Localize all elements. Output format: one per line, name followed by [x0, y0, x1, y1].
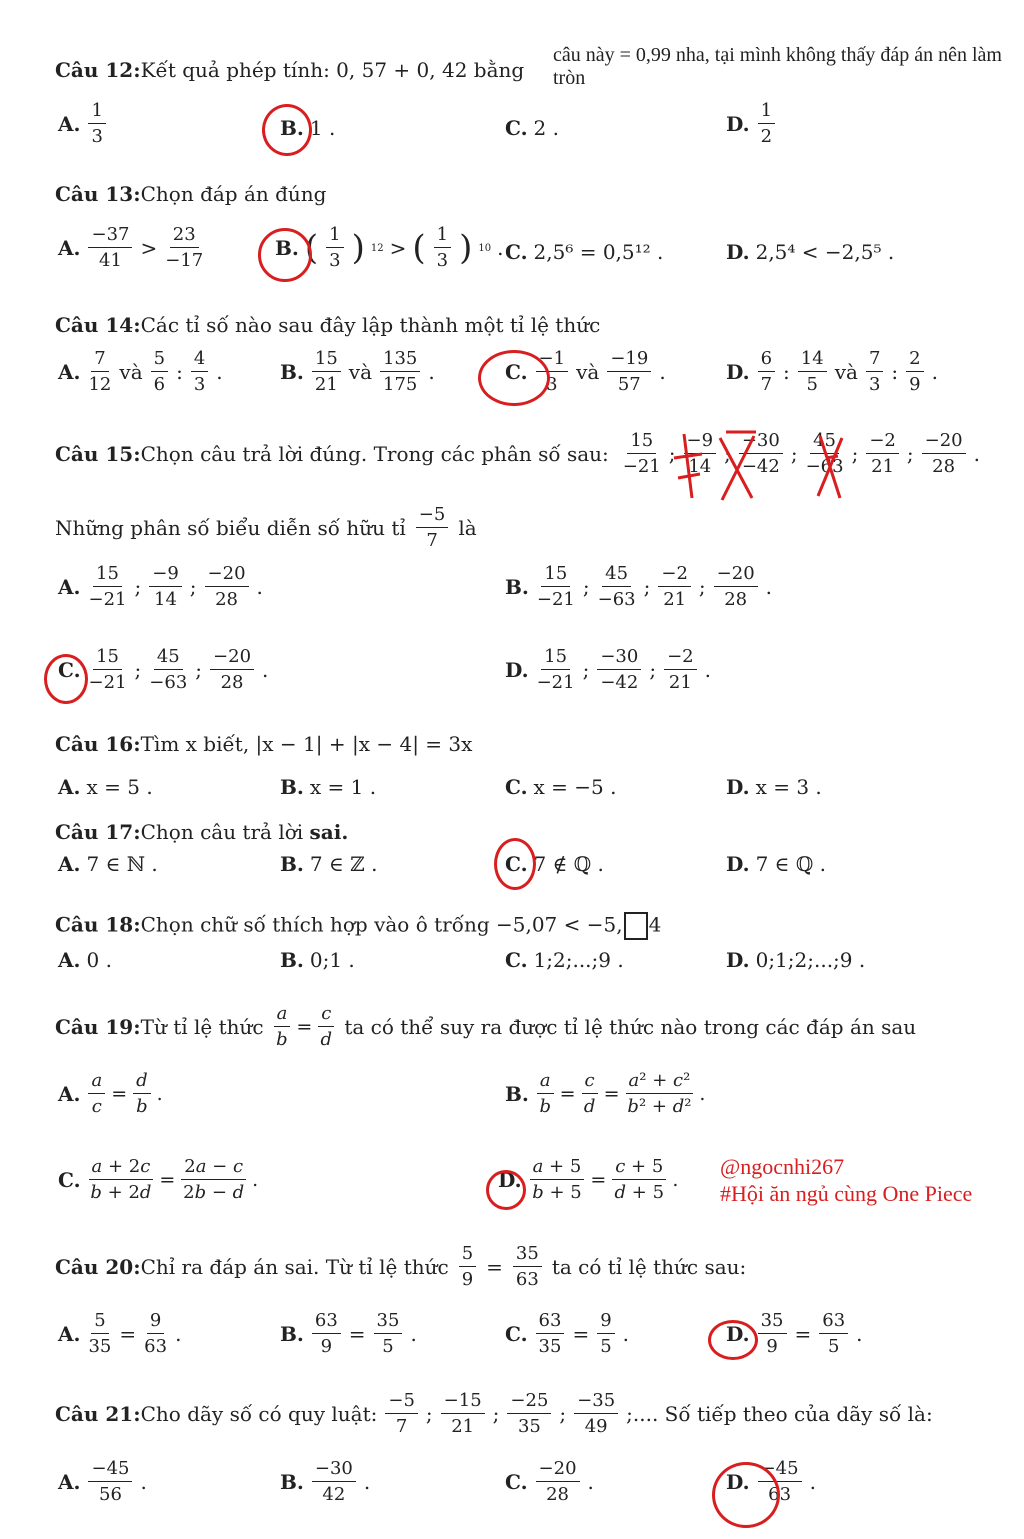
option-letter: A.: [58, 236, 81, 260]
q19-option-b[interactable]: B. $\frac{a}{b}$ = $\frac{c}{d}$ = $\frac{\text{a² + c²}}{\text{b² + d²}}$ .: [505, 1070, 706, 1117]
q14-option-a[interactable]: A. $\frac{7}{12}$ và $\frac{5}{6}$ : $\frac{4}{3}$ .: [58, 348, 223, 395]
q17-option-b[interactable]: B. 7 ∈ ℤ .: [280, 852, 378, 876]
q19-option-d[interactable]: D. $\frac{a + 5}{b + 5}$ = $\frac{c + 5}{d + 5}$ .: [498, 1156, 679, 1203]
question-text: Chọn câu trả lời đúng. Trong các phân số sau:: [140, 442, 609, 466]
q14-option-c[interactable]: C. $\frac{-1}{3}$ và $\frac{-19}{57}$ .: [505, 348, 666, 395]
q18-options: [0, 948, 1024, 1008]
question-18: Câu 18:Chọn chữ số thích hợp vào ô trống −5,07 < −5, 4: [55, 912, 1005, 940]
q16-option-b[interactable]: B. x = 1 .: [280, 775, 377, 799]
question-label: Câu 13:: [55, 182, 141, 206]
question-15-line-2: Những phân số biểu diễn số hữu tỉ $\frac{-5}{7}$ là: [55, 504, 477, 551]
q13-option-a[interactable]: A. $\frac{-37}{41}$ > $\frac{23}{-17}$: [58, 224, 204, 271]
q12-options: [0, 102, 1024, 162]
q20-option-d[interactable]: D. $\frac{35}{9}$ = $\frac{63}{5}$ .: [726, 1310, 863, 1357]
question-text: Chỉ ra đáp án sai. Từ tỉ lệ thức: [140, 1255, 449, 1279]
q13-option-d[interactable]: D. 2,5⁴ < −2,5⁵ .: [726, 240, 895, 264]
answer-circle-mark: [494, 838, 536, 890]
option-letter: B.: [280, 116, 304, 140]
q19-options-ab: [0, 1072, 1024, 1132]
question-text: Các tỉ số nào sau đây lập thành một tỉ lệ thức: [140, 313, 601, 337]
q15-options-cd: [0, 648, 1024, 708]
q18-option-d[interactable]: D. 0;1;2;...;9 .: [726, 948, 866, 972]
question-label: Câu 15:: [55, 442, 141, 466]
question-label: Câu 19:: [55, 1015, 141, 1039]
q20-option-a[interactable]: A. $\frac{5}{35}$ = $\frac{9}{63}$ .: [58, 1310, 182, 1357]
q20-option-b[interactable]: B. $\frac{63}{9}$ = $\frac{35}{5}$ .: [280, 1310, 417, 1357]
q15-option-c[interactable]: C. $\frac{15}{-21}$ ; $\frac{45}{-63}$ ; $\frac{-20}{28}$ .: [58, 646, 269, 693]
credit-handle: @ngocnhi267: [720, 1154, 845, 1179]
question-text: Từ tỉ lệ thức: [140, 1015, 264, 1039]
q15-option-a[interactable]: A. $\frac{15}{-21}$ ; $\frac{-9}{14}$ ; $\frac{-20}{28}$ .: [58, 563, 263, 610]
fraction: $\frac{1}{3}$: [88, 102, 105, 146]
question-text: Chọn chữ số thích hợp vào ô trống: [140, 912, 490, 937]
q13-option-b[interactable]: B. ( $\frac{1}{3}$ ) 12 > ( $\frac{1}{3}$ ) 10 .: [275, 224, 504, 271]
q15-options-ab: [0, 565, 1024, 625]
q12-option-b[interactable]: B. 1 .: [280, 116, 336, 140]
q12-option-c[interactable]: C. 2 .: [505, 116, 559, 140]
question-12: [55, 58, 1005, 82]
question-text: Chọn câu trả lời: [140, 820, 304, 844]
question-label: Câu 18:: [55, 912, 141, 937]
answer-circle-mark: [478, 350, 550, 406]
q19-option-c[interactable]: C. $\frac{a + 2c}{b + 2d}$ = $\frac{2a - c}{2b - d}$ .: [58, 1156, 259, 1203]
q13-option-c[interactable]: C. 2,5⁶ = 0,5¹² .: [505, 240, 664, 264]
q21-option-d[interactable]: D. $\frac{-45}{63}$ .: [726, 1458, 816, 1505]
q21-option-b[interactable]: B. $\frac{-30}{42}$ .: [280, 1458, 371, 1505]
question-label: Câu 14:: [55, 313, 141, 337]
q17-option-c[interactable]: C. 7 ∉ ℚ .: [505, 852, 604, 876]
q16-option-d[interactable]: D. x = 3 .: [726, 775, 822, 799]
q21-option-a[interactable]: A. $\frac{-45}{56}$ .: [58, 1458, 147, 1505]
fraction: $\frac{1}{2}$: [758, 102, 775, 146]
question-label: Câu 17:: [55, 820, 141, 844]
answer-circle-mark: [262, 104, 312, 156]
q21-options: [0, 1460, 1024, 1520]
question-17: Câu 17:Chọn câu trả lời sai.: [55, 820, 349, 844]
question-21: Câu 21:Cho dãy số có quy luật: $\frac{-5}{7}$ ; $\frac{-15}{21}$ ; $\frac{-25}{35}$ ; $\frac{-35}{49}$ ;.... Số tiếp theo của dãy số là:: [55, 1390, 933, 1437]
q12-option-d[interactable]: [726, 102, 777, 146]
q17-option-d[interactable]: D. 7 ∈ ℚ .: [726, 852, 826, 876]
question-text: Kết quả phép tính: 0, 57 + 0, 42 bằng: [140, 58, 525, 82]
answer-circle-mark: [44, 654, 88, 704]
q16-option-c[interactable]: C. x = −5 .: [505, 775, 617, 799]
q18-option-a[interactable]: A. 0 .: [58, 948, 112, 972]
q14-option-d[interactable]: D. $\frac{6}{7}$ : $\frac{14}{5}$ và $\frac{7}{3}$ : $\frac{2}{9}$ .: [726, 348, 938, 395]
q15-option-d[interactable]: D. $\frac{15}{-21}$ ; $\frac{-30}{-42}$ ; $\frac{-2}{21}$ .: [505, 646, 711, 693]
q20-option-c[interactable]: C. $\frac{63}{35}$ = $\frac{9}{5}$ .: [505, 1310, 630, 1357]
option-letter: C.: [505, 240, 528, 264]
q18-option-c[interactable]: C. 1;2;...;9 .: [505, 948, 624, 972]
question-19: Câu 19:Từ tỉ lệ thức $\frac{a}{b}$ = $\frac{c}{d}$ ta có thể suy ra được tỉ lệ thức nào trong các đáp án sau: [55, 1003, 917, 1050]
q17-option-a[interactable]: A. 7 ∈ ℕ .: [58, 852, 158, 876]
credit-tag: #Hội ăn ngủ cùng One Piece: [720, 1181, 973, 1206]
q12-option-a[interactable]: [58, 102, 108, 146]
question-text: Chọn đáp án đúng: [140, 182, 327, 206]
q16-option-a[interactable]: A. x = 5 .: [58, 775, 153, 799]
answer-circle-mark: [258, 228, 312, 282]
question-15: Câu 15:Chọn câu trả lời đúng. Trong các phân số sau: $\frac{15}{-21}$ ; $\frac{-9}{14}$ ; $\frac{-30}{-42}$ ; $\frac{45}{-63}$ ; $\frac{-2}{21}$ ; $\frac{-20}{28}$ .: [55, 430, 980, 477]
q19-option-a[interactable]: A. $\frac{a}{c}$ = $\frac{d}{b}$ .: [58, 1070, 163, 1117]
handwritten-note: câu này = 0,99 nha, tại mình không thấy đáp án nên làm tròn: [553, 44, 1002, 89]
option-letter: D.: [726, 112, 750, 136]
answer-circle-mark: [486, 1170, 526, 1210]
option-letter: B.: [275, 236, 299, 260]
q18-option-b[interactable]: B. 0;1 .: [280, 948, 355, 972]
question-label: Câu 12:: [55, 58, 141, 82]
question-16: [55, 732, 1005, 756]
q21-option-c[interactable]: C. $\frac{-20}{28}$ .: [505, 1458, 594, 1505]
question-label: Câu 21:: [55, 1402, 141, 1426]
q15-option-b[interactable]: B. $\frac{15}{-21}$ ; $\frac{45}{-63}$ ; $\frac{-2}{21}$ ; $\frac{-20}{28}$ .: [505, 563, 773, 610]
q20-options: [0, 1312, 1024, 1372]
q14-option-b[interactable]: B. $\frac{15}{21}$ và $\frac{135}{175}$ .: [280, 348, 435, 395]
answer-circle-mark: [708, 1320, 758, 1360]
strike-through-marks: [670, 428, 850, 506]
question-text: Tìm x biết, |x − 1| + |x − 4| = 3x: [140, 732, 473, 756]
question-14: [55, 313, 1005, 337]
option-letter: C.: [505, 116, 528, 140]
answer-circle-mark: [712, 1462, 780, 1528]
question-20: Câu 20:Chỉ ra đáp án sai. Từ tỉ lệ thức $\frac{5}{9}$ = $\frac{35}{63}$ ta có tỉ lệ thức sau:: [55, 1243, 747, 1290]
question-label: Câu 20:: [55, 1255, 141, 1279]
question-text: Cho dãy số có quy luật:: [140, 1402, 378, 1426]
blank-box: [624, 912, 648, 940]
option-letter: D.: [726, 240, 750, 264]
question-label: Câu 16:: [55, 732, 141, 756]
q13-options: [0, 226, 1024, 286]
option-letter: A.: [58, 112, 81, 136]
question-13: [55, 182, 1005, 206]
